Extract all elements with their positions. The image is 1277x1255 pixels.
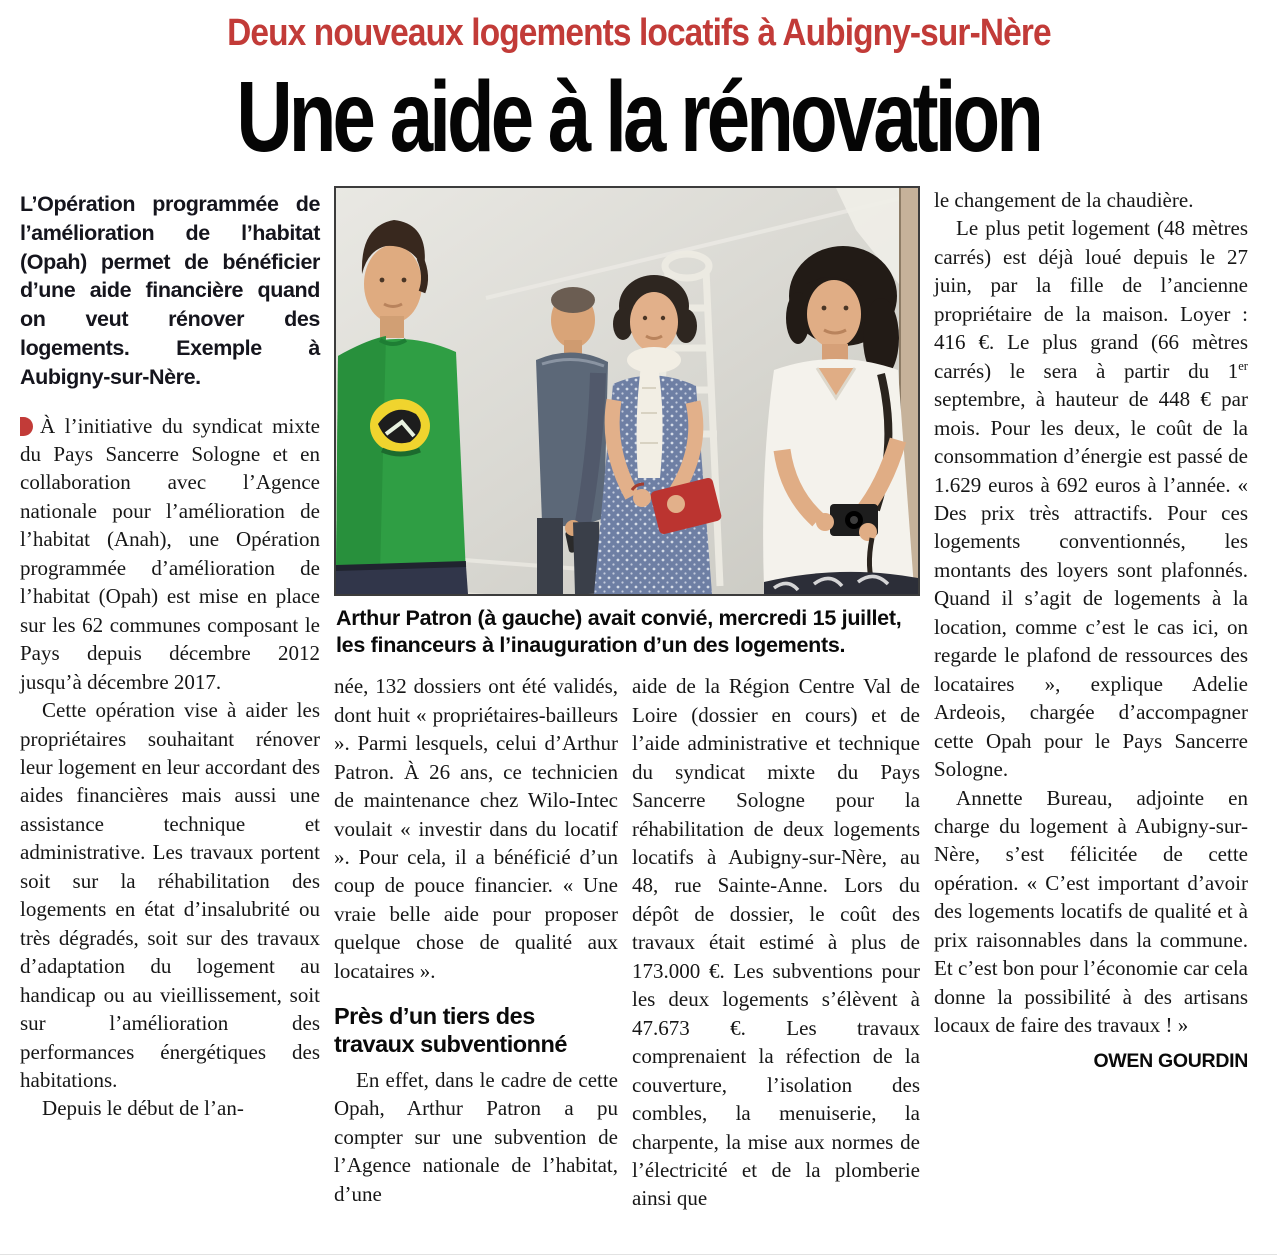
paragraph: aide de la Région Centre Val de Loire (dossier en cours) et de l’aide administrative et technique du syndicat mixte du Pays Sancerre Sologne pour la réhabilitation de deux logements locatifs à Aubigny-sur-Nère, au 48, rue Sainte-Anne. Lors du dépôt de dossier, le coût des travaux était estimé à plus de 173.000 €. Les subventions pour les deux logements s’élèvent à 47.673 €. Les travaux comprenaient la réfection de la couverture, l’isolation des combles, la menuiserie, la charpente, la mise aux normes de l’électricité et de la plomberie ainsi que	[632, 674, 920, 1211]
photo-block	[334, 186, 920, 672]
article-lede: L’Opération programmée de l’amélioration de l’habitat (Opah) permet de bénéficier d’une aide financière quand on veut rénover des logements. Exemple à Aubigny-sur-Nère.	[20, 192, 320, 389]
inauguration-photo	[334, 186, 920, 596]
paragraph-text: septembre, à hauteur de 448 € par mois. Pour les deux, le coût de la consommation d’énergie est passé de 1.629 euros à 692 euros à l’année. « Des prix très attractifs. Pour ces logements conventionnés, les montants des loyers sont plafonnés. Quand il s’agit de logements à la location, comme c’est le cas ici, on regarde le plafond de ressources des locataires », explique Adelie Ardeois, chargée d’accompagner cette Opah pour le Pays Sancerre Sologne.	[934, 387, 1248, 782]
column-1	[20, 186, 320, 1123]
photo-caption: Arthur Patron (à gauche) avait convié, mercredi 15 juillet, les financeurs à l’inauguration d’un des logements.	[336, 606, 902, 657]
paragraph: le changement de la chaudière.	[934, 188, 1194, 212]
kicker-headline: Deux nouveaux logements locatifs à Aubigny-sur-Nère	[226, 12, 1051, 54]
ordinal-superscript: er	[1238, 358, 1248, 373]
paragraph	[934, 214, 1248, 783]
column-3	[632, 672, 920, 1213]
paragraph	[20, 412, 320, 697]
article-body	[0, 178, 1277, 1213]
paragraph: Depuis le début de l’an-	[42, 1096, 244, 1121]
paragraph: Annette Bureau, adjointe en charge du logement à Aubigny-sur-Nère, s’est félicitée de cette opération. « C’est important d’avoir des logements locatifs de qualité et à prix raisonnables dans la commune. Et c’est bon pour l’économie car cela donne la possibilité à des artisans locaux de faire des travaux ! »	[934, 785, 1248, 1038]
column-2	[334, 672, 618, 1208]
paragraph: Cette opération vise à aider les propriétaires souhaitant rénover leur logement en leur accordant des aides financières mais aussi une assistance technique et administrative. Les travaux portent soit sur la réhabilitation des logements en état d’insalubrité ou très dégradés, soit sur des travaux d’adaptation du logement au handicap ou au vieillissement, soit sur l’amélioration des performances énergétiques des habitations.	[20, 698, 320, 1092]
red-bullet-icon	[20, 417, 33, 436]
main-title: Une aide à la rénovation	[236, 61, 1041, 173]
photo-illustration	[336, 188, 918, 594]
column-4	[934, 186, 1248, 1073]
subheading: Près d’un tiers des travaux subventionné	[334, 1003, 567, 1058]
byline: OWEN GOURDIN	[1093, 1049, 1248, 1072]
paragraph: En effet, dans le cadre de cette Opah, Arthur Patron a pu compter sur une subvention de l’Agence nationale de l’habitat, d’une	[334, 1067, 618, 1206]
paragraph-text: À l’initiative du syndicat mixte du Pays Sancerre Sologne et en collaboration avec l’Agence nationale pour l’amélioration de l’habitat (Anah), une Opération programmée d’amélioration de l’habitat (Opah) est mise en place sur les 62 communes composant le Pays depuis décembre 2012 jusqu’à décembre 2017.	[20, 413, 320, 694]
paragraph: née, 132 dossiers ont été validés, dont huit « propriétaires-bailleurs ». Parmi lesquels, celui d’Arthur Patron. À 26 ans, ce technicien de maintenance chez Wilo-Intec voulait « investir dans du locatif ». Pour cela, il a bénéficié d’un coup de pouce financier. « Une vraie belle aide pour proposer quelque chose de qualité aux locataires ».	[334, 674, 618, 983]
paragraph-text: Le plus petit logement (48 mètres carrés) est déjà loué depuis le 27 juin, par la fille de l’ancienne propriétaire de la maison. Loyer : 416 €. Le plus grand (66 mètres carrés) le sera à partir du 1	[934, 216, 1248, 383]
